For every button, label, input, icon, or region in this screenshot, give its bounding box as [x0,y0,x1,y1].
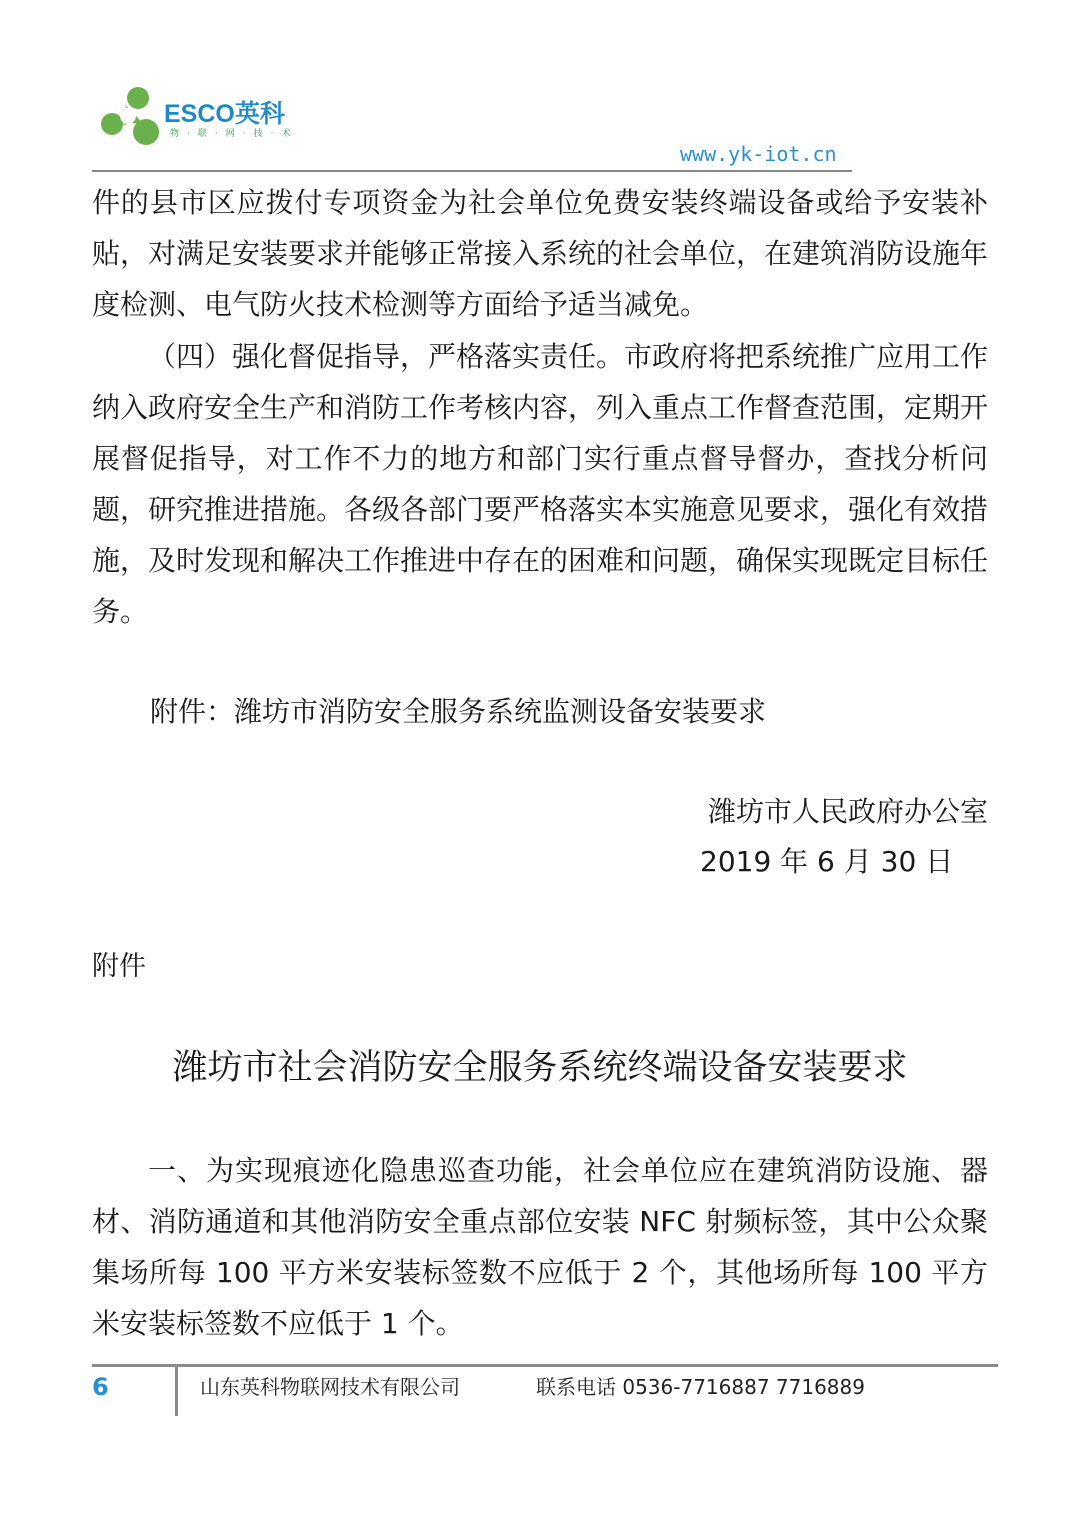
attachment-note: 附件：潍坊市消防安全服务系统监测设备安装要求 [150,695,767,728]
paragraph-supervision: （四）强化督促指导，严格落实责任。市政府将把系统推广应用工作纳入政府安全生产和消防工作考核内容，列入重点工作督查范围，定期开展督促指导，对工作不力的地方和部门实行重点督导督办，查找分析问题，研究推进措施。各级各部门要严格落实本实施意见要求，强化有效措施，及时发现和解决工作推进中存在的困难和问题，确保实现既定目标任务。 [92,340,989,628]
company-logo [100,86,300,150]
issue-date: 2019 年 6 月 30 日 [700,845,954,878]
logo-tagline: 物·联·网·技·术 [170,129,299,139]
footer-company: 山东英科物联网技术有限公司 [200,1375,460,1399]
paragraph-nfc-requirement: 一、为实现痕迹化隐患巡查功能，社会单位应在建筑消防设施、器材、消防通道和其他消防安全重点部位安装 NFC 射频标签，其中公众聚集场所每 100 平方米安装标签数不应低于 2 个，其他场所每 100 平方米安装标签数不应低于 1 个。 [92,1154,988,1340]
annex-label: 附件 [92,951,146,982]
page-number: 6 [92,1373,109,1401]
footer-separator [175,1366,178,1416]
paragraph-subsidy: 件的县市区应拨付专项资金为社会单位免费安装终端设备或给予安装补贴，对满足安装要求并能够正常接入系统的社会单位，在建筑消防设施年度检测、电气防火技术检测等方面给予适当减免。 [92,186,989,321]
logo-text: ESCO英科 [164,100,285,128]
footer-divider [92,1364,998,1367]
logo-mark-icon [100,86,162,150]
header-divider [92,170,852,172]
footer-phone: 联系电话 0536-7716887 7716889 [536,1375,865,1399]
website-url[interactable]: www.yk-iot.cn [680,142,837,166]
issuer-signature: 潍坊市人民政府办公室 [707,795,988,828]
annex-title: 潍坊市社会消防安全服务系统终端设备安装要求 [172,1048,908,1088]
